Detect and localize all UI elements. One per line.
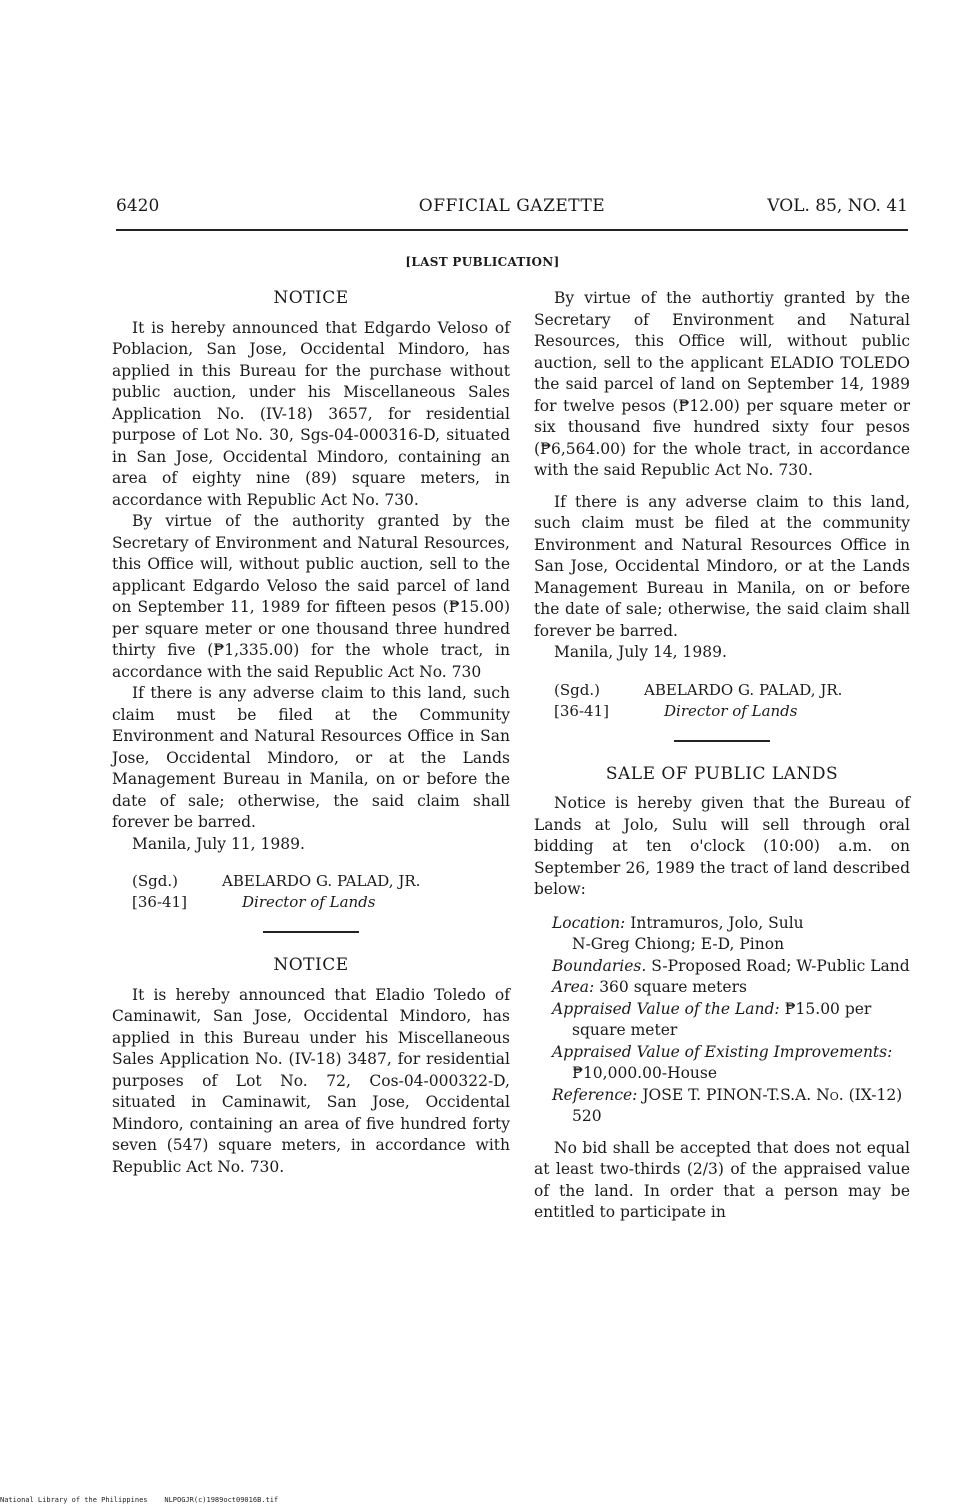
land-value-row <box>552 999 910 1042</box>
page-number: 6420 <box>116 196 160 216</box>
volume-number: VOL. 85, NO. 41 <box>767 196 908 216</box>
signature-block <box>132 871 510 913</box>
notice-heading: NOTICE <box>273 288 349 308</box>
notice-paragraph: It is hereby announced that Eladio Toledo of Caminawit, San Jose, Occidental Mindoro, has applied in this Bureau under his Miscellaneous Sales Application No. (IV-18) 3487, for residential purposes of Lot No. 72, Cos-04-000322-D, situated in Caminawit, San Jose, Occidental Mindoro, containing an area of five hundred forty seven (547) square meters, in accordance with Republic Act No. 730. <box>112 985 510 1176</box>
signatory-name: ABELARDO G. PALAD, JR. <box>222 872 421 890</box>
section-divider <box>263 931 359 933</box>
reference-row <box>552 1085 910 1128</box>
left-column <box>112 288 510 1178</box>
sale-closing-paragraph: No bid shall be accepted that does not equal at least two-thirds (2/3) of the appraised value of the land. In order that a person may be entitled to participate in <box>534 1138 910 1221</box>
issue-reference: [36-41] <box>132 893 187 911</box>
last-publication-label: [LAST PUBLICATION] <box>405 255 560 269</box>
notice-paragraph: It is hereby announced that Edgardo Veloso of Poblacion, San Jose, Occidental Mindoro, has applied in this Bureau for the purchase without public auction, under his Miscellaneous Sales Application No. (IV-18) 3657, for residential purpose of Lot No. 30, Sgs-04-000316-D, situated in San Jose, Occidental Mindoro, containing an area of eighty nine (89) square meters, in accordance with Republic Act No. 730. <box>112 318 510 509</box>
notice-paragraph: If there is any adverse claim to this land, such claim must be filed at the Community Environment and Natural Resources Office in San Jose, Occidental Mindoro, or at the Lands Management Bureau in Manila, on or before the date of sale; otherwise, the said claim shall forever be barred. <box>112 684 510 831</box>
signed-mark: (Sgd.) <box>554 680 600 699</box>
page-header <box>116 196 908 222</box>
improvements-row <box>552 1042 910 1085</box>
scan-footer: National Library of the Philippines NLPOGJR(c)1989oct09016B.tif <box>0 1496 279 1504</box>
signatory-title: Director of Lands <box>242 893 376 911</box>
right-column <box>534 288 910 1224</box>
notice-heading: NOTICE <box>273 955 349 975</box>
signed-mark: (Sgd.) <box>132 872 178 890</box>
land-value-label: Appraised Value of the Land: <box>552 999 780 1018</box>
notice-paragraph: If there is any adverse claim to this land, such claim must be filed at the community Environment and Natural Resources Office in San Jose, Occidental Mindoro, or at the Lands Management Bureau in Manila, on or before the date of sale; otherwise, the said claim shall forever be barred. <box>534 492 910 640</box>
notice-paragraph: By virtue of the authortiy granted by the Secretary of Environment and Natural Resources, this Office will, without public auction, sell to the applicant ELADIO TOLEDO the said parcel of land on September 14, 1989 for twelve pesos (₱12.00) per square meter or six thousand five hundred sixty four pesos (₱6,564.00) for the whole tract, in accordance with the said Republic Act No. 730. <box>534 289 910 479</box>
boundaries-row <box>552 956 910 978</box>
improvements-label: Appraised Value of Existing Improvements: <box>552 1042 893 1061</box>
signatory-title: Director of Lands <box>664 701 798 720</box>
land-value-value: ₱15.00 per square meter <box>572 999 872 1039</box>
land-details <box>552 913 910 1128</box>
signature-block <box>554 680 910 722</box>
area-row <box>552 977 910 999</box>
notice-dateline: Manila, July 14, 1989. <box>554 643 727 661</box>
reference-value: JOSE T. PINON-T.S.A. No. (IX-12) 520 <box>572 1085 903 1125</box>
sale-intro: Notice is hereby given that the Bureau of Lands at Jolo, Sulu will sell through oral bidding at ten o'clock (10:00) a.m. on September 26, 1989 the tract of land described below: <box>534 794 910 898</box>
location-row <box>552 913 910 935</box>
area-value: 360 square meters <box>599 978 747 996</box>
boundaries-label: Boundaries. <box>552 956 647 975</box>
sale-heading: SALE OF PUBLIC LANDS <box>605 763 839 784</box>
area-label: Area: <box>552 978 595 996</box>
reference-label: Reference: <box>552 1085 638 1104</box>
publication-title: OFFICIAL GAZETTE <box>418 196 606 216</box>
notice-paragraph: By virtue of the authority granted by the Secretary of Environment and Natural Resources, this Office will, without public auction, sell to the applicant Edgardo Veloso the said parcel of land on September 11, 1989 for fifteen pesos (₱15.00) per square meter or one thousand three hundred thirty five (₱1,335.00) for the whole tract, in accordance with the said Republic Act No. 730 <box>112 512 510 681</box>
location-value: Intramuros, Jolo, Sulu <box>630 913 804 932</box>
notice-dateline: Manila, July 11, 1989. <box>132 834 305 853</box>
header-rule <box>116 229 908 231</box>
issue-reference: [36-41] <box>554 701 609 720</box>
location-label: Location: <box>552 913 626 932</box>
boundaries-line: N-Greg Chiong; E-D, Pinon <box>572 935 785 953</box>
improvements-value: ₱10,000.00-House <box>572 1064 718 1082</box>
boundaries-value: S-Proposed Road; W-Public Land <box>651 956 910 975</box>
signatory-name: ABELARDO G. PALAD, JR. <box>644 680 843 699</box>
section-divider <box>674 740 770 742</box>
